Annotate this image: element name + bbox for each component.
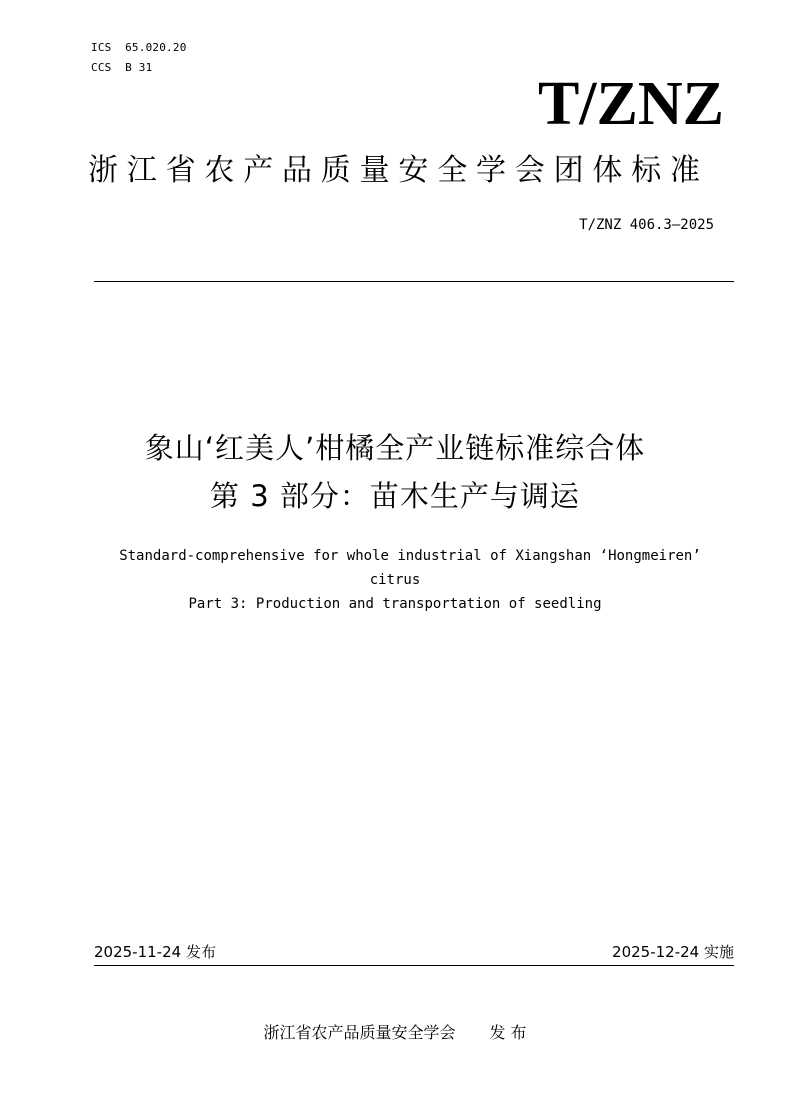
publish-action: 发 布 [489, 1023, 527, 1042]
english-title-line-2: citrus [369, 572, 421, 588]
top-divider [94, 281, 734, 282]
chinese-title-line-2: 第 3 部分：苗木生产与调运 [210, 479, 580, 513]
implementation-date: 2025-12-24 实施 [612, 943, 734, 961]
publisher-name: 浙江省农产品质量安全学会 [263, 1023, 456, 1042]
ics-code: ICS 65.020.20 [91, 41, 187, 54]
ccs-code: CCS B 31 [91, 61, 153, 74]
english-title-line-1: Standard-comprehensive for whole industrial of Xiangshan ‘Hongmeiren’ [119, 548, 701, 564]
standard-number: T/ZNZ 406.3—2025 [579, 217, 714, 233]
bottom-divider [94, 965, 734, 966]
standard-logo: T/ZNZ [537, 70, 724, 138]
english-title-line-3: Part 3: Production and transportation of seedling [188, 596, 602, 612]
chinese-title-line-1: 象山‘红美人’柑橘全产业链标准综合体 [144, 431, 646, 465]
publish-date: 2025-11-24 发布 [94, 943, 216, 961]
organization-title: 浙江省农产品质量安全学会团体标准 [88, 153, 709, 188]
publisher-footer [0, 1021, 790, 1045]
